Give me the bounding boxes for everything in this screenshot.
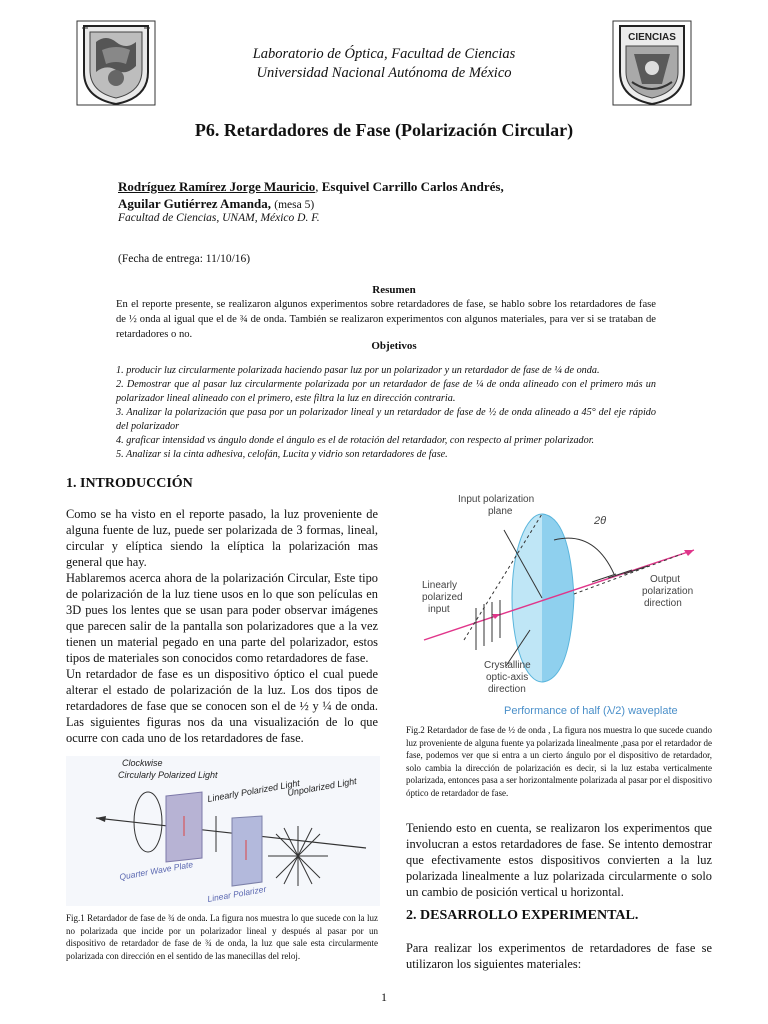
author-2: Esquivel Carrillo Carlos Andrés, — [321, 179, 504, 194]
author-3: Aguilar Gutiérrez Amanda, — [118, 196, 271, 211]
intro-paragraph: Hablaremos acerca ahora de la polarización Circular, Este tipo de polarización de la luz tiene usos en lo que son películas en 3D pues los lentes que se usan para poder observar imágenes que parecen salir de la pantalla son polarizadores que a la vez tienen un material pegado en una parte del polarizador, estos tipos de materiales son conocidos como retardadores de fase. — [66, 571, 378, 665]
authors-block: Rodríguez Ramírez Jorge Mauricio, Esquivel Carrillo Carlos Andrés, Aguilar Gutiérrez Amanda, (mesa 5) — [118, 179, 504, 211]
resumen-text: En el reporte presente, se realizaron algunos experimentos sobre retardadores de fase, se hablo sobre los retardadores de fase de ½ onda al igual que el de ¾ de onda. También se realizaron experimentos con algunos materiales, para ver si se trataban de retardadores o no. — [116, 299, 656, 340]
fig1-label-unpolarized: Unpolarized Light — [286, 775, 358, 798]
intro-text — [66, 506, 378, 746]
ciencias-seal-logo — [612, 20, 692, 106]
objetivo-item: 1. producir luz circularmente polarizada haciendo pasar luz por un polarizador y un retardador de fase de ¼ de onda. — [116, 365, 600, 376]
fig2-label-out-3: direction — [644, 598, 682, 609]
section-2-heading: 2. DESARROLLO EXPERIMENTAL. — [406, 908, 639, 923]
author-1: Rodríguez Ramírez Jorge Mauricio — [118, 179, 316, 194]
intro-paragraph: Un retardador de fase es un dispositivo óptico el cual puede alterar el estado de polarización de la luz. Los dos tipos de retardadores de fase que se conocen son el de ½ y ¼ de onda. Las siguientes figuras nos da una visualización de lo que ocurre con cada uno de los retardadores de fase. — [66, 667, 378, 745]
objetivo-item: 3. Analizar la polarización que pasa por un polarizador lineal y un retardador de fase de ½ de onda alineado a 45° del eje rápido del polarizador — [116, 407, 656, 432]
fig2-label-2theta: 2θ — [594, 515, 607, 527]
objetivos-heading: Objetivos — [371, 340, 417, 352]
intro-paragraph: Como se ha visto en el reporte pasado, la luz proveniente de alguna fuente de luz, puede ser polarizada de 3 formas, lineal, circular y elíptica siendo la elíptica la polarización mas general que hay. — [66, 507, 378, 569]
unam-seal-logo — [76, 20, 156, 106]
figure-2-caption: Fig.2 Retardador de fase de ½ de onda , La figura nos muestra lo que sucede cuando luz proveniente de alguna fuente ya polarizada linealmente ,pasa por el retardador de fase, podemos ver que si entra a un cierto ángulo por el dispositivo de retardador, solo cambia la dirección de polarización es decir, si la luz estaba verticalmente polarizada, entonces pasa a ser horizontalmente polarizada al pasar por el dispositivo óptico de retardador de fase. — [406, 725, 712, 798]
fig2-label-cry-3: direction — [488, 684, 526, 695]
section-1-heading: 1. INTRODUCCIÓN — [66, 476, 193, 491]
fig2-label-out-2: polarization — [642, 586, 694, 597]
paper-title: P6. Retardadores de Fase (Polarización Circular) — [194, 120, 574, 140]
figure-2-half-wave-plate — [404, 490, 714, 722]
fig2-label-input-1: Input polarization — [458, 494, 535, 505]
fig2-label-out-1: Output — [650, 574, 681, 585]
fig1-label-quarter: Quarter Wave Plate — [118, 859, 194, 882]
resumen-heading: Resumen — [372, 284, 416, 296]
header-line-2: Universidad Nacional Autónoma de México — [256, 65, 512, 81]
fig2-label-cry-1: Crystalline — [484, 660, 531, 671]
fig2-label-lin-3: input — [428, 604, 450, 615]
figure-1-quarter-wave-plate — [66, 756, 380, 906]
fig1-label-polarizer: Linear Polarizer — [206, 883, 267, 904]
section-2-text: Para realizar los experimentos de retardadores de fase se utilizaron los siguientes materiales: — [406, 941, 712, 971]
fig1-label-clockwise: Clockwise — [122, 758, 163, 768]
objetivo-item: 5. Analizar si la cinta adhesiva, celofán, Lucita y vidrio son retardadores de fase. — [116, 449, 448, 460]
fig1-label-circular: Circularly Polarized Light — [118, 770, 218, 780]
affiliation: Facultad de Ciencias, UNAM, México D. F. — [118, 212, 320, 224]
fig2-label-cry-2: optic-axis — [486, 672, 529, 683]
right-column-text: Teniendo esto en cuenta, se realizaron los experimentos que involucran a estos retardadores de fase. Se intento demostrar que efectivamente estos dispositivos convierten a la luz polarizada linealmente a luz polarizada circularmente o solo un cambio de posición vertical u horizontal. — [406, 821, 712, 899]
fig1-label-linear: Linearly Polarized Light — [206, 777, 301, 804]
objetivo-item: 2. Demostrar que al pasar luz circularmente polarizada por un retardador de fase de ¼ de onda alineado con el primero más un polarizador lineal alineado con el primero, este filtra la luz en dirección contraria. — [116, 379, 656, 404]
fig2-label-performance: Performance of half (λ/2) waveplate — [504, 705, 678, 717]
figure-1-caption: Fig.1 Retardador de fase de ¾ de onda. La figura nos muestra lo que sucede con la luz no polarizada que incide por un polarizador lineal y después al pasar por un dispositivo de retardador de fase de ¾ de onda, la luz que sale esta circularmente polarizada con dirección en el sentido de las manecillas del reloj. — [66, 913, 378, 961]
header-line-1: Laboratorio de Óptica, Facultad de Ciencias — [252, 46, 516, 62]
objetivos-list — [116, 364, 656, 462]
fig2-label-lin-2: polarized — [422, 592, 463, 603]
fecha-entrega: (Fecha de entrega: 11/10/16) — [118, 253, 251, 265]
fig2-label-input-2: plane — [488, 506, 513, 517]
page-number: 1 — [381, 990, 387, 1004]
fig2-label-lin-1: Linearly — [422, 580, 458, 591]
ciencias-seal-text: CIENCIAS — [628, 32, 676, 43]
mesa-label: (mesa 5) — [274, 199, 315, 211]
objetivo-item: 4. graficar intensidad vs ángulo donde el ángulo es el de rotación del retardador, con respecto al primer polarizador. — [116, 435, 595, 446]
